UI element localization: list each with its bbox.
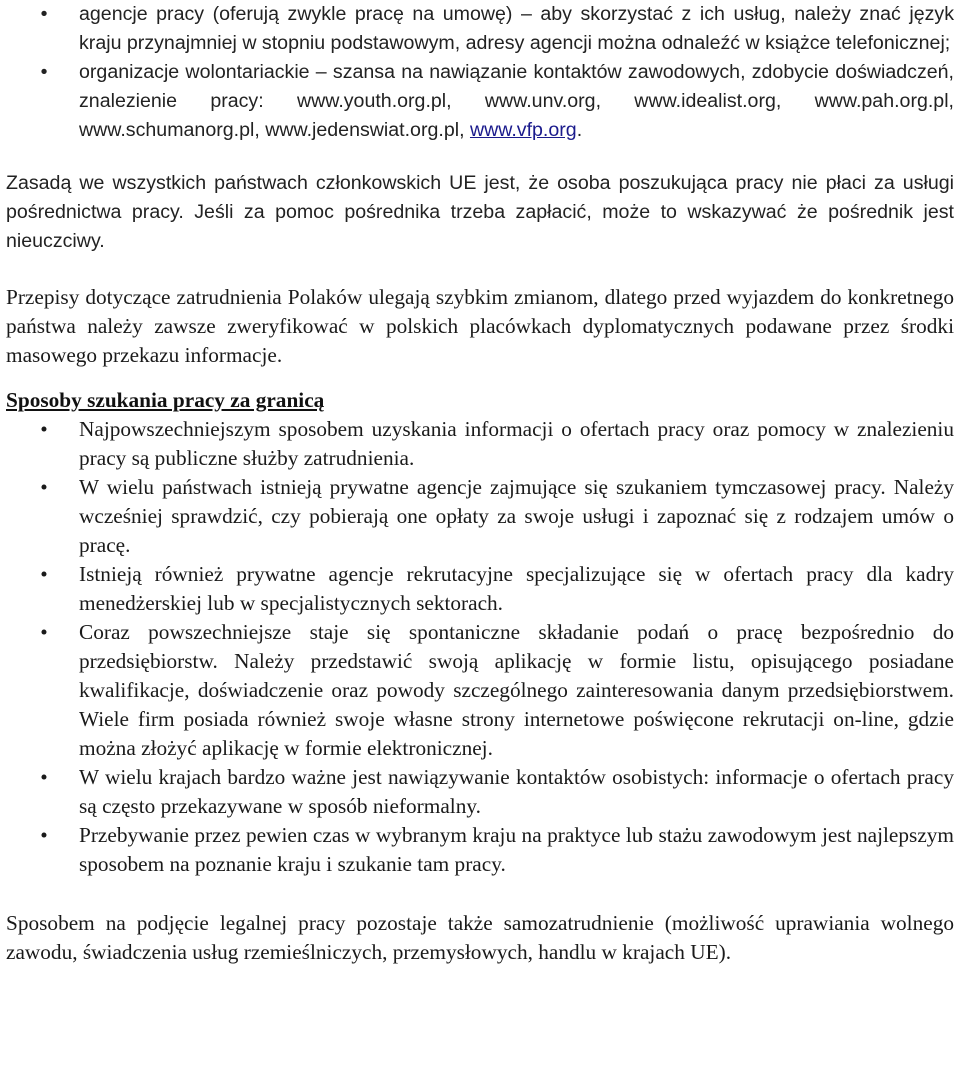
bullet-icon: • <box>40 61 48 83</box>
bullet-icon: • <box>40 765 48 789</box>
list-item <box>6 618 954 763</box>
bullet-icon: • <box>40 823 48 847</box>
list-item-text: Przebywanie przez pewien czas w wybranym kraju na praktyce lub stażu zawodowym jest najlepszym sposobem na poznanie kraju i szukanie tam pracy. <box>79 823 954 876</box>
paragraph-przepisy: Przepisy dotyczące zatrudnienia Polaków ulegają szybkim zmianom, dlatego przed wyjazdem do konkretnego państwa należy zawsze zweryfikować w polskich placówkach dyplomatycznych podawane przez środki masowego przekazu informacje. <box>6 285 954 367</box>
list-item-text-end: . <box>576 119 583 141</box>
list-item <box>6 58 954 145</box>
vfp-link[interactable]: www.vfp.org <box>469 119 577 141</box>
list-item <box>6 560 954 618</box>
list-item-text: W wielu państwach istnieją prywatne agencje zajmujące się szukaniem tymczasowej pracy. Należy wcześniej sprawdzić, czy pobierają one opłaty za swoje usługi i zapoznać się z rodzajem umów o pracę. <box>79 475 954 557</box>
list-item-text: organizacje wolontariackie – szansa na nawiązanie kontaktów zawodowych, zdobycie doświadczeń, znalezienie pracy: www.youth.org.pl, www.unv.org, www.idealist.org, www.pah.org.pl, www.schumanorg.pl, www.jedenswiat.org.pl, <box>79 61 954 141</box>
list-item-text: W wielu krajach bardzo ważne jest nawiązywanie kontaktów osobistych: informacje o ofertach pracy są często przekazywane w sposób nieformalny. <box>79 765 954 818</box>
methods-bullet-list <box>6 415 954 879</box>
paragraph-ue: Zasadą we wszystkich państwach członkowskich UE jest, że osoba poszukująca pracy nie płaci za usługi pośrednictwa pracy. Jeśli za pomoc pośrednika trzeba zapłacić, może to wskazywać że pośrednik jest nieuczciwy. <box>6 172 954 252</box>
list-item-text: Istnieją również prywatne agencje rekrutacyjne specjalizujące się w ofertach pracy dla kadry menedżerskiej lub w specjalistycznych sektorach. <box>79 562 954 615</box>
list-item <box>6 473 954 560</box>
top-bullet-list <box>6 0 954 145</box>
list-item <box>6 415 954 473</box>
list-item <box>6 821 954 879</box>
list-item <box>6 0 954 58</box>
list-item <box>6 763 954 821</box>
paragraph-final: Sposobem na podjęcie legalnej pracy pozostaje także samozatrudnienie (możliwość uprawiania wolnego zawodu, świadczenia usług rzemieślniczych, przemysłowych, handlu w krajach UE). <box>6 911 954 964</box>
list-item-text: Najpowszechniejszym sposobem uzyskania informacji o ofertach pracy oraz pomocy w znalezieniu pracy są publiczne służby zatrudnienia. <box>79 417 954 470</box>
bullet-icon: • <box>40 562 48 586</box>
bullet-icon: • <box>40 620 48 644</box>
bullet-icon: • <box>40 3 48 25</box>
list-item-text: Coraz powszechniejsze staje się spontaniczne składanie podań o pracę bezpośrednio do przedsiębiorstw. Należy przedstawić swoją aplikację w formie listu, opisującego posiadane kwalifikacje, doświadczenie oraz powody szczególnego zainteresowania danym przedsiębiorstwem. Wiele firm posiada również swoje własne strony internetowe poświęcone rekrutacji on-line, gdzie można złożyć aplikację w formie elektronicznej. <box>79 620 954 760</box>
list-item-text: agencje pracy (oferują zwykle pracę na umowę) – aby skorzystać z ich usług, należy znać język kraju przynajmniej w stopniu podstawowym, adresy agencji można odnaleźć w książce telefonicznej; <box>79 3 954 54</box>
section-heading: Sposoby szukania pracy za granicą <box>6 388 325 412</box>
bullet-icon: • <box>40 475 48 499</box>
bullet-icon: • <box>40 417 48 441</box>
